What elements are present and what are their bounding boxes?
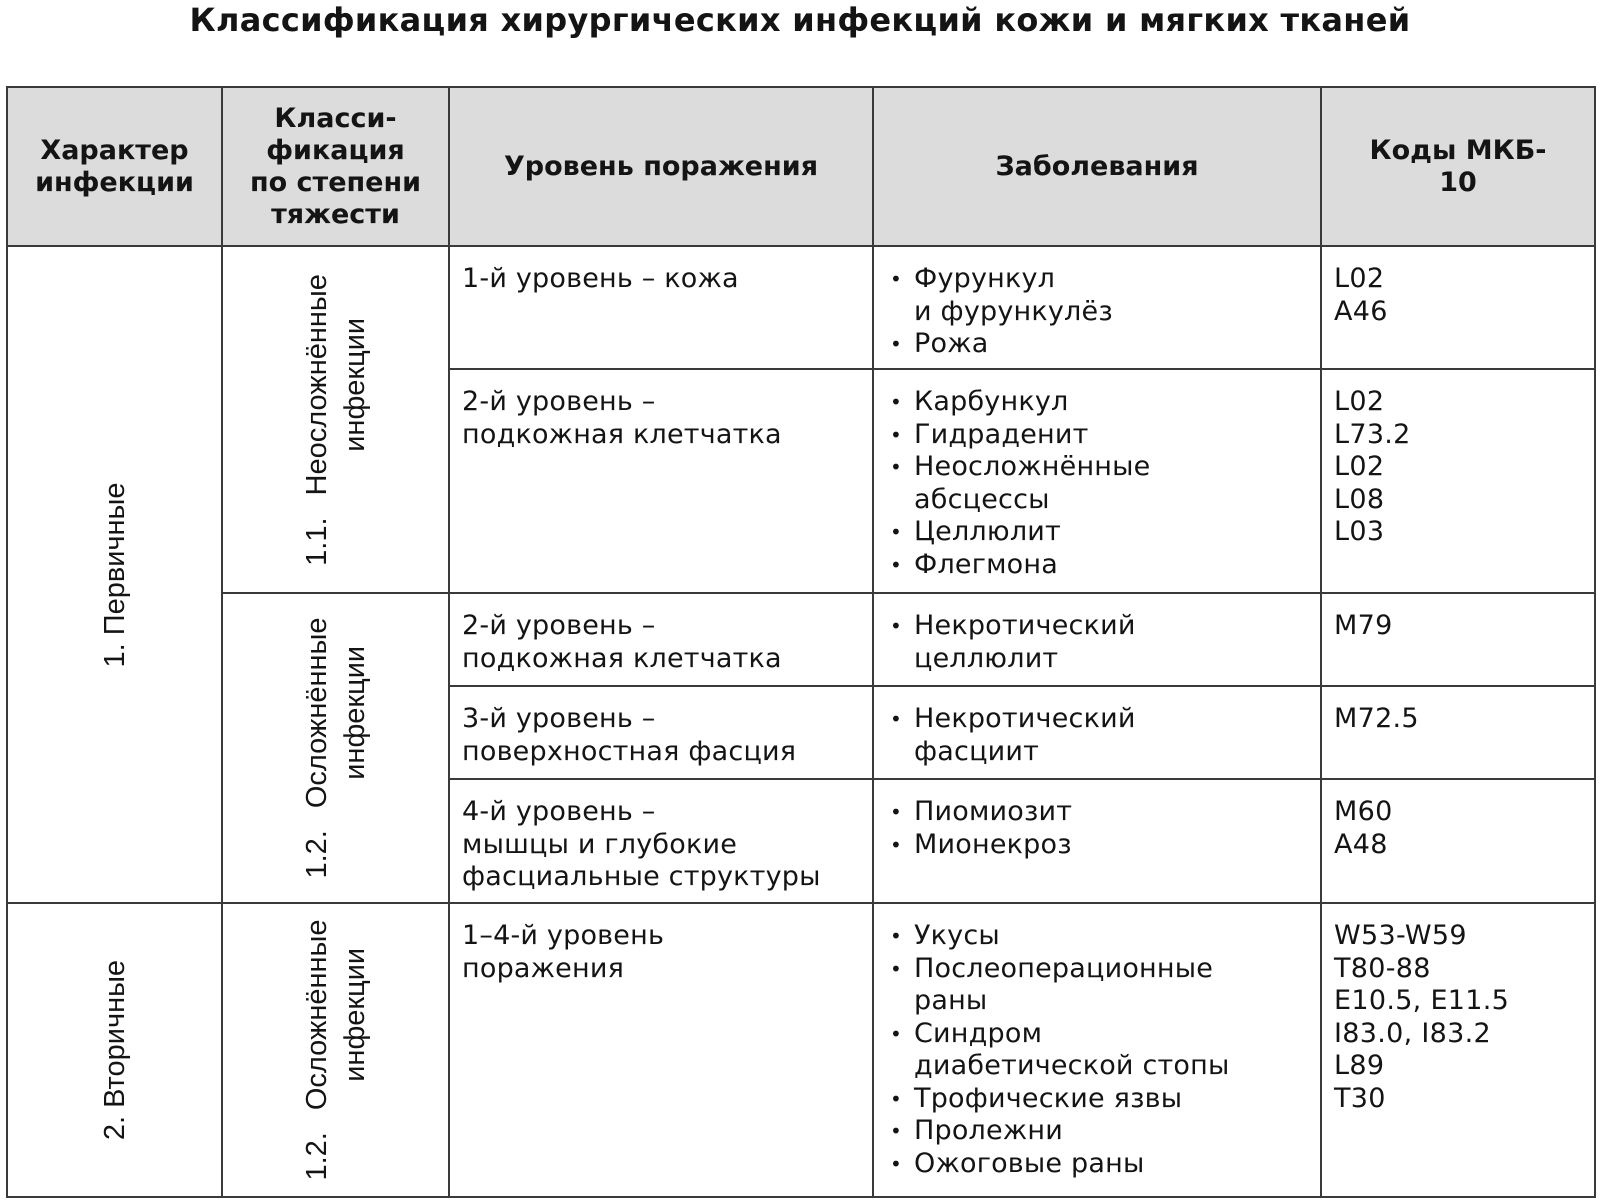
group-secondary-label: 2. Вторичные (98, 959, 131, 1141)
disease-item: • Целлюлит (914, 516, 1314, 549)
severity-label: Осложнённые инфекции (300, 617, 371, 809)
severity-complicated (298, 617, 374, 878)
disease-item: • Ожоговые раны (914, 1148, 1314, 1181)
code-item: A48 (1334, 828, 1388, 860)
disease-item: • Пролежни (914, 1115, 1314, 1148)
code-item: A46 (1334, 295, 1388, 327)
code-item: L02 (1334, 263, 1385, 294)
code-item: L08 (1334, 483, 1385, 515)
severity-label: Неосложнённые инфекции (300, 273, 371, 495)
severity-number: 1.1. (300, 516, 333, 566)
group-secondary-cell (8, 904, 223, 1196)
disease-item: • Карбункул (914, 386, 1314, 419)
diseases-cell (874, 687, 1322, 780)
codes-cell (1322, 904, 1594, 1196)
diseases-cell (874, 594, 1322, 687)
code-item: T30 (1334, 1082, 1386, 1114)
diseases-cell (874, 370, 1322, 594)
severity-complicated-secondary (298, 919, 374, 1180)
disease-item: • Мионекроз (914, 829, 1314, 862)
diseases-cell (874, 780, 1322, 904)
severity-number: 1.2. (300, 830, 333, 879)
codes-cell (1322, 780, 1594, 904)
code-item: W53-W59 (1334, 920, 1467, 951)
disease-item: • Пиомиозит (914, 796, 1314, 829)
codes-cell (1322, 247, 1594, 370)
severity-uncomplicated-cell (223, 247, 450, 594)
code-item: L73.2 (1334, 418, 1411, 450)
disease-item: • Синдром диабетической стопы (914, 1018, 1314, 1083)
code-item: L89 (1334, 1050, 1385, 1081)
code-item: T80-88 (1334, 952, 1431, 984)
code-item: E10.5, E11.5 (1334, 985, 1510, 1016)
diseases-cell (874, 904, 1322, 1196)
level-cell: 3-й уровень – поверхностная фасция (450, 687, 874, 780)
level-cell: 1–4-й уровень поражения (450, 904, 874, 1196)
severity-number: 1.2. (300, 1132, 333, 1181)
disease-item: • Укусы (914, 920, 1314, 953)
severity-label: Осложнённые инфекции (300, 919, 371, 1111)
diseases-cell (874, 247, 1322, 370)
group-primary-label: 1. Первичные (98, 481, 131, 668)
code-item: M60 (1334, 796, 1393, 827)
classification-table (6, 86, 1596, 1198)
code-item: M72.5 (1334, 703, 1419, 734)
disease-item: • Некротический целлюлит (914, 610, 1314, 675)
disease-item: • Неосложнённые абсцессы (914, 451, 1314, 516)
header-diseases: Заболевания (874, 88, 1322, 247)
code-item: I83.0, I83.2 (1334, 1017, 1491, 1049)
severity-complicated-secondary-cell (223, 904, 450, 1196)
codes-cell (1322, 687, 1594, 780)
disease-item: • Гидраденит (914, 419, 1314, 452)
disease-item: • Рожа (914, 328, 1314, 361)
disease-item: • Флегмона (914, 549, 1314, 582)
level-cell: 4-й уровень – мышцы и глубокие фасциальные структуры (450, 780, 874, 904)
header-level: Уровень поражения (450, 88, 874, 247)
disease-item: • Фурункул и фурункулёз (914, 263, 1314, 328)
disease-item: • Некротический фасциит (914, 703, 1314, 768)
level-cell: 2-й уровень – подкожная клетчатка (450, 594, 874, 687)
severity-complicated-cell (223, 594, 450, 904)
codes-cell (1322, 370, 1594, 594)
header-codes: Коды МКБ- 10 (1322, 88, 1594, 247)
code-item: M79 (1334, 610, 1393, 641)
code-item: L02 (1334, 386, 1385, 417)
severity-uncomplicated (298, 274, 374, 566)
disease-item: • Трофические язвы (914, 1083, 1314, 1116)
codes-cell (1322, 594, 1594, 687)
group-primary-cell (8, 247, 223, 904)
header-severity: Класси- фикация по степени тяжести (223, 88, 450, 247)
level-cell: 2-й уровень – подкожная клетчатка (450, 370, 874, 594)
code-item: L02 (1334, 451, 1385, 482)
page-title: Классификация хирургических инфекций кожи и мягких тканей (189, 1, 1411, 39)
header-character: Характер инфекции (8, 88, 223, 247)
code-item: L03 (1334, 516, 1385, 547)
level-cell: 1-й уровень – кожа (450, 247, 874, 370)
disease-item: • Послеоперационные раны (914, 953, 1314, 1018)
